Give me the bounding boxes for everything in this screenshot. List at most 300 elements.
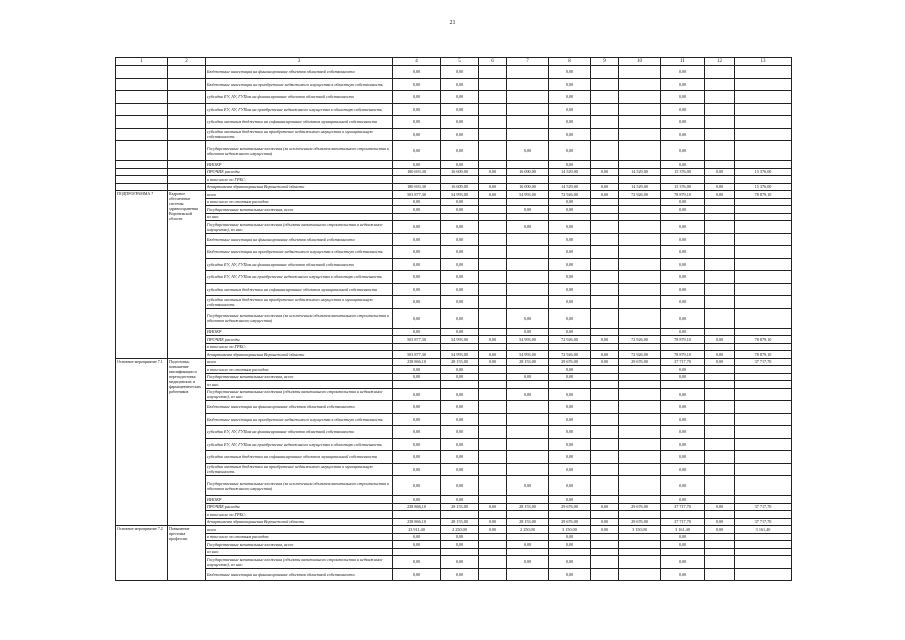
value-cell: 0,00 [479, 358, 507, 366]
value-cell [591, 221, 619, 234]
value-cell: 0,00 [441, 388, 479, 401]
value-cell [591, 533, 619, 541]
value-cell: 0,00 [705, 503, 735, 511]
value-cell [619, 533, 661, 541]
column-number: 4 [393, 58, 441, 66]
value-cell [479, 296, 507, 309]
value-cell [619, 206, 661, 214]
value-cell [591, 66, 619, 79]
value-cell [393, 176, 441, 184]
value-cell [619, 221, 661, 234]
value-cell [619, 328, 661, 336]
table-row [116, 271, 792, 284]
value-cell: 3 161,40 [661, 526, 705, 534]
table-row [116, 161, 792, 169]
value-cell [591, 296, 619, 309]
value-cell: 15 376,00 [735, 183, 792, 191]
value-cell [705, 568, 735, 581]
value-cell [479, 401, 507, 414]
value-cell [619, 451, 661, 464]
value-cell [735, 463, 792, 476]
value-cell [591, 476, 619, 496]
value-cell [619, 161, 661, 169]
value-cell [705, 451, 735, 464]
value-cell [479, 78, 507, 91]
source-cell: НИОКР [206, 161, 393, 169]
value-cell: 0,00 [441, 541, 479, 549]
source-cell: субсидии ЕУ, АУ, ГУПам на приобретение недвижимого имущества в областную собственность [206, 271, 393, 284]
value-cell [479, 373, 507, 381]
table-row [116, 258, 792, 271]
value-cell: 0,00 [549, 413, 591, 426]
value-cell: 0,00 [549, 271, 591, 284]
value-cell: 23 911,40 [393, 526, 441, 534]
table-row [116, 66, 792, 79]
value-cell [619, 541, 661, 549]
value-cell [705, 476, 735, 496]
value-cell: 0,00 [549, 233, 591, 246]
table-row [116, 426, 792, 439]
value-cell: 0,00 [661, 401, 705, 414]
value-cell: 37 717,70 [661, 503, 705, 511]
value-cell: 72 926,00 [619, 191, 661, 199]
value-cell [479, 221, 507, 234]
value-cell [661, 381, 705, 389]
value-cell [619, 413, 661, 426]
table-row [116, 401, 792, 414]
budget-table-body [116, 58, 792, 581]
value-cell [705, 328, 735, 336]
value-cell [479, 66, 507, 79]
value-cell: 0,00 [549, 373, 591, 381]
value-cell [705, 213, 735, 221]
value-cell: 0,00 [661, 388, 705, 401]
value-cell [479, 116, 507, 129]
value-cell: 54 993,00 [441, 336, 479, 344]
value-cell: 0,00 [441, 413, 479, 426]
source-cell: НИОКР [206, 496, 393, 504]
value-cell [441, 343, 479, 351]
value-cell: 0,00 [393, 258, 441, 271]
value-cell [735, 511, 792, 519]
value-cell [507, 533, 549, 541]
value-cell [507, 381, 549, 389]
value-cell: 0,00 [549, 221, 591, 234]
value-cell [591, 426, 619, 439]
value-cell: 0,00 [705, 168, 735, 176]
value-cell [591, 78, 619, 91]
value-cell: 78 879,10 [661, 351, 705, 359]
value-cell [735, 103, 792, 116]
value-cell: 0,00 [661, 258, 705, 271]
source-cell: субсидии ЕУ, АУ, ГУПам на приобретение недвижимого имущества в областную собственность [206, 438, 393, 451]
source-cell: субсидии местным бюджетам на приобретение недвижимого имущества в муниципальную собственность [206, 128, 393, 141]
source-cell: Бюджетные инвестиции на приобретение недвижимого имущества в областную собственность [206, 78, 393, 91]
source-cell: Бюджетные инвестиции на приобретение недвижимого имущества в областную собственность [206, 413, 393, 426]
value-cell: 0,00 [549, 91, 591, 104]
value-cell: 0,00 [549, 66, 591, 79]
value-cell [705, 271, 735, 284]
value-cell [441, 511, 479, 519]
value-cell: 0,00 [507, 541, 549, 549]
column-number: 2 [168, 58, 206, 66]
value-cell [619, 213, 661, 221]
value-cell [507, 213, 549, 221]
value-cell [705, 401, 735, 414]
value-cell [479, 548, 507, 556]
value-cell [735, 233, 792, 246]
value-cell: 29 676,00 [549, 518, 591, 526]
value-cell [705, 161, 735, 169]
value-cell: 0,00 [661, 328, 705, 336]
value-cell [705, 66, 735, 79]
table-row [116, 168, 792, 176]
value-cell: 72 926,00 [619, 351, 661, 359]
table-row [116, 183, 792, 191]
value-cell [705, 496, 735, 504]
table-row [116, 176, 792, 184]
value-cell [549, 213, 591, 221]
value-cell [479, 176, 507, 184]
value-cell: 0,00 [661, 233, 705, 246]
value-cell [507, 296, 549, 309]
value-cell: 0,00 [393, 91, 441, 104]
value-cell: 0,00 [705, 336, 735, 344]
value-cell: 29 676,00 [619, 503, 661, 511]
source-cell: Государственные капитальные вложения (за исключением объектов капитального строительства и объектов недвижимого имущества) [206, 476, 393, 496]
value-cell: 0,00 [661, 78, 705, 91]
source-cell: в том числе по ГРБС: [206, 511, 393, 519]
value-cell [479, 258, 507, 271]
value-cell: 0,00 [549, 258, 591, 271]
value-cell [549, 176, 591, 184]
value-cell: 29 676,00 [549, 503, 591, 511]
value-cell [479, 413, 507, 426]
value-cell: 28 153,00 [507, 503, 549, 511]
column-number: 11 [661, 58, 705, 66]
source-cell: ПРОЧИЕ расходы [206, 503, 393, 511]
value-cell [705, 343, 735, 351]
column-number: 13 [735, 58, 792, 66]
value-cell: 0,00 [661, 161, 705, 169]
value-cell [705, 381, 735, 389]
value-cell [507, 283, 549, 296]
value-cell [735, 176, 792, 184]
table-row [116, 246, 792, 259]
value-cell: 0,00 [549, 463, 591, 476]
value-cell: 0,00 [393, 198, 441, 206]
value-cell: 0,00 [549, 246, 591, 259]
source-cell: всего [206, 191, 393, 199]
value-cell [507, 198, 549, 206]
value-cell: 0,00 [441, 426, 479, 439]
value-cell: 0,00 [393, 476, 441, 496]
value-cell [705, 413, 735, 426]
source-cell: Бюджетные инвестиции на финансирование объектов областной собственности [206, 568, 393, 581]
value-cell: 0,00 [591, 336, 619, 344]
value-cell: 0,00 [393, 451, 441, 464]
table-row [116, 221, 792, 234]
value-cell [735, 258, 792, 271]
value-cell [705, 463, 735, 476]
value-cell: 0,00 [393, 328, 441, 336]
value-cell [619, 271, 661, 284]
value-cell: 0,00 [441, 328, 479, 336]
value-cell [735, 548, 792, 556]
value-cell [393, 343, 441, 351]
value-cell: 78 879,10 [661, 191, 705, 199]
value-cell: 0,00 [441, 373, 479, 381]
value-cell: 0,00 [661, 141, 705, 161]
value-cell: 0,00 [441, 246, 479, 259]
value-cell: 0,00 [507, 328, 549, 336]
source-cell: субсидии местным бюджетам на софинансирование объектов муниципальной собственности [206, 116, 393, 129]
value-cell [507, 91, 549, 104]
value-cell [735, 373, 792, 381]
source-cell: Бюджетные инвестиции на приобретение недвижимого имущества в областную собственность [206, 246, 393, 259]
source-cell: департамент здравоохранения Воронежской области [206, 183, 393, 191]
source-cell: Государственные капитальные вложения, всего [206, 206, 393, 214]
value-cell [479, 103, 507, 116]
value-cell [735, 116, 792, 129]
goal-cell [168, 161, 206, 169]
value-cell [507, 548, 549, 556]
value-cell: 3 161,40 [735, 526, 792, 534]
source-cell: в том числе по статьям расходов: [206, 198, 393, 206]
goal-cell [168, 183, 206, 191]
table-row [116, 103, 792, 116]
value-cell [393, 548, 441, 556]
value-cell [705, 533, 735, 541]
value-cell: 0,00 [549, 296, 591, 309]
value-cell: 0,00 [507, 206, 549, 214]
table-row [116, 128, 792, 141]
value-cell [619, 366, 661, 374]
value-cell [507, 366, 549, 374]
goal-cell [168, 168, 206, 176]
table-row [116, 343, 792, 351]
value-cell [619, 308, 661, 328]
value-cell [705, 366, 735, 374]
value-cell [479, 161, 507, 169]
value-cell [735, 328, 792, 336]
value-cell [591, 556, 619, 569]
value-cell [619, 388, 661, 401]
value-cell [619, 401, 661, 414]
value-cell: 0,00 [393, 233, 441, 246]
value-cell: 0,00 [661, 496, 705, 504]
value-cell [705, 388, 735, 401]
value-cell [619, 233, 661, 246]
value-cell: 0,00 [549, 128, 591, 141]
value-cell [591, 246, 619, 259]
value-cell [591, 373, 619, 381]
value-cell [507, 78, 549, 91]
value-cell [507, 258, 549, 271]
value-cell [705, 206, 735, 214]
value-cell [479, 476, 507, 496]
value-cell: 0,00 [479, 183, 507, 191]
source-cell: ПРОЧИЕ расходы [206, 336, 393, 344]
value-cell [619, 373, 661, 381]
value-cell [735, 91, 792, 104]
value-cell: 0,00 [441, 451, 479, 464]
column-number: 5 [441, 58, 479, 66]
source-cell: всего [206, 358, 393, 366]
value-cell [479, 198, 507, 206]
value-cell: 0,00 [393, 206, 441, 214]
value-cell: 0,00 [661, 198, 705, 206]
value-cell [661, 511, 705, 519]
value-cell [619, 556, 661, 569]
value-cell [591, 548, 619, 556]
value-cell: 0,00 [479, 336, 507, 344]
value-cell [479, 328, 507, 336]
source-cell: субсидии ЕУ, АУ, ГУПам на финансирование объектов областной собственности [206, 426, 393, 439]
value-cell [507, 438, 549, 451]
value-cell [619, 91, 661, 104]
value-cell [591, 496, 619, 504]
value-cell: 15 376,00 [735, 168, 792, 176]
value-cell: 0,00 [441, 296, 479, 309]
value-cell [591, 198, 619, 206]
value-cell [507, 176, 549, 184]
value-cell [479, 283, 507, 296]
column-number-row [116, 58, 792, 66]
value-cell [705, 176, 735, 184]
value-cell [619, 343, 661, 351]
value-cell [661, 548, 705, 556]
value-cell: 0,00 [661, 426, 705, 439]
value-cell [507, 451, 549, 464]
table-row [116, 518, 792, 526]
value-cell: 0,00 [661, 476, 705, 496]
value-cell: 78 879,10 [735, 191, 792, 199]
source-cell: субсидии ЕУ, АУ, ГУПам на финансирование объектов областной собственности [206, 258, 393, 271]
value-cell [591, 451, 619, 464]
value-cell: 72 926,00 [549, 336, 591, 344]
table-row [116, 511, 792, 519]
value-cell [479, 388, 507, 401]
value-cell [735, 271, 792, 284]
value-cell: 0,00 [441, 233, 479, 246]
goal-cell: Подготовка, повышение квалификации и переподготовка медицинских и фармацевтических работников [168, 358, 206, 526]
value-cell: 0,00 [507, 308, 549, 328]
source-cell: в том числе по статьям расходов: [206, 533, 393, 541]
program-cell [116, 183, 168, 191]
value-cell: 0,00 [591, 518, 619, 526]
value-cell [735, 426, 792, 439]
goal-cell [168, 103, 206, 116]
value-cell: 0,00 [661, 283, 705, 296]
value-cell: 28 153,00 [507, 518, 549, 526]
value-cell: 0,00 [549, 283, 591, 296]
source-cell: Государственные капитальные вложения (объекты капитального строительства и недвижимое имущество), из них: [206, 388, 393, 401]
value-cell: 180 693,30 [393, 183, 441, 191]
value-cell: 0,00 [393, 373, 441, 381]
value-cell: 0,00 [393, 541, 441, 549]
value-cell [619, 283, 661, 296]
value-cell [507, 103, 549, 116]
value-cell: 0,00 [661, 221, 705, 234]
value-cell [479, 381, 507, 389]
table-row [116, 548, 792, 556]
value-cell: 0,00 [661, 366, 705, 374]
value-cell [441, 381, 479, 389]
table-row [116, 198, 792, 206]
program-cell [116, 128, 168, 141]
value-cell: 0,00 [549, 541, 591, 549]
value-cell: 0,00 [441, 366, 479, 374]
value-cell: 0,00 [705, 351, 735, 359]
program-cell [116, 103, 168, 116]
value-cell [441, 176, 479, 184]
value-cell [507, 66, 549, 79]
value-cell [479, 128, 507, 141]
value-cell: 16 609,00 [441, 168, 479, 176]
value-cell: 0,00 [661, 296, 705, 309]
value-cell: 0,00 [507, 388, 549, 401]
value-cell [735, 496, 792, 504]
table-row [116, 206, 792, 214]
value-cell: 0,00 [661, 246, 705, 259]
value-cell: 0,00 [549, 161, 591, 169]
value-cell: 14 529,00 [619, 168, 661, 176]
value-cell [479, 206, 507, 214]
value-cell: 0,00 [591, 351, 619, 359]
value-cell: 54 993,00 [441, 351, 479, 359]
value-cell [735, 388, 792, 401]
value-cell: 0,00 [393, 221, 441, 234]
value-cell [591, 233, 619, 246]
value-cell [619, 463, 661, 476]
value-cell: 14 529,00 [549, 168, 591, 176]
value-cell: 0,00 [393, 296, 441, 309]
value-cell [479, 366, 507, 374]
value-cell [507, 161, 549, 169]
source-cell: НИОКР [206, 328, 393, 336]
column-number: 3 [206, 58, 393, 66]
value-cell: 0,00 [661, 373, 705, 381]
source-cell: Государственные капитальные вложения (объекты капитального строительства и недвижимое имущество), из них: [206, 556, 393, 569]
value-cell [441, 213, 479, 221]
value-cell: 54 993,00 [507, 351, 549, 359]
value-cell [479, 343, 507, 351]
value-cell: 0,00 [441, 198, 479, 206]
value-cell [591, 308, 619, 328]
value-cell [507, 343, 549, 351]
value-cell: 0,00 [393, 463, 441, 476]
value-cell: 0,00 [661, 128, 705, 141]
value-cell [735, 128, 792, 141]
value-cell [619, 296, 661, 309]
column-number: 1 [116, 58, 168, 66]
value-cell [591, 343, 619, 351]
value-cell [479, 511, 507, 519]
value-cell: 16 609,00 [441, 183, 479, 191]
value-cell: 0,00 [393, 426, 441, 439]
table-row [116, 451, 792, 464]
value-cell [619, 78, 661, 91]
value-cell: 0,00 [393, 438, 441, 451]
value-cell [441, 548, 479, 556]
value-cell: 0,00 [705, 191, 735, 199]
value-cell: 0,00 [661, 206, 705, 214]
source-cell: субсидии местным бюджетам на приобретение недвижимого имущества в муниципальную собственность [206, 296, 393, 309]
value-cell [479, 141, 507, 161]
value-cell: 0,00 [591, 526, 619, 534]
value-cell [705, 556, 735, 569]
